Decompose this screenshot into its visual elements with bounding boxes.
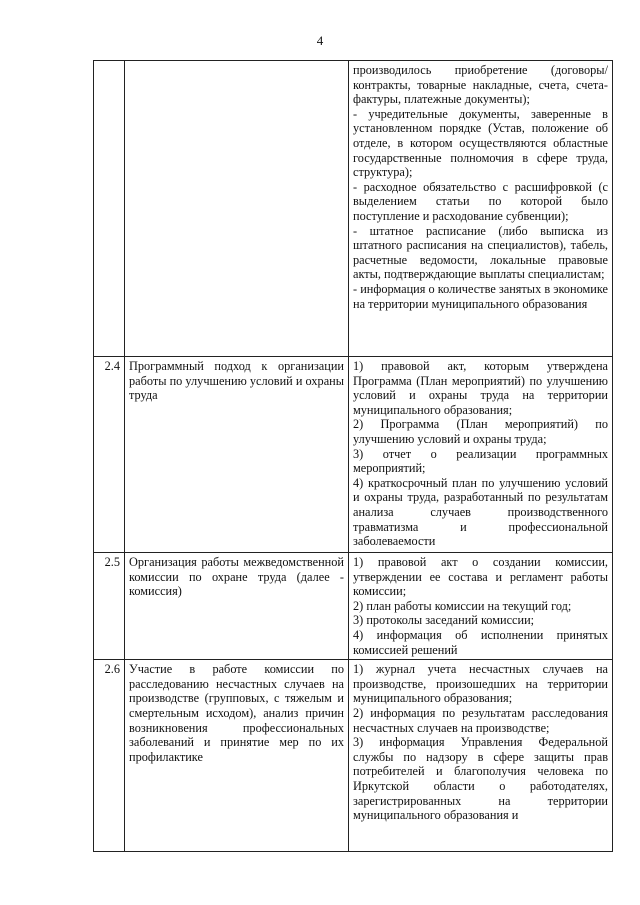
row-documents <box>349 660 613 852</box>
document-item: 3) протоколы заседаний комиссии; <box>353 613 535 628</box>
document-table <box>93 60 613 852</box>
row-documents <box>349 357 613 553</box>
document-item: 2) Программа (План мероприятий) по улучшению условий и охраны труда; <box>353 417 608 446</box>
row-number: 2.6 <box>94 660 125 852</box>
row-number <box>94 61 125 357</box>
document-item: 1) правовой акт, которым утверждена Программа (План мероприятий) по улучшению условий и охраны труда на территории муниципального образования; <box>353 359 608 417</box>
row-documents <box>349 61 613 357</box>
document-item: 1) правовой акт о создании комиссии, утверждении ее состава и регламент работы комиссии; <box>353 555 608 599</box>
document-item: 3) информация Управления Федеральной службы по надзору в сфере защиты прав потребителей и благополучия человека по Иркутской области о работодателях, зарегистрированных на территории муниципального образования и <box>353 735 608 823</box>
document-item: - штатное расписание (либо выписка из штатного расписания на специалистов), табель, расчетные ведомости, локальные правовые акты, подтверждающие выплаты специалистам; <box>353 223 608 282</box>
table-row <box>94 357 613 553</box>
page-number: 4 <box>316 33 324 48</box>
table-row <box>94 553 613 660</box>
document-item: - расходное обязательство с расшифровкой (с выделением статьи по которой было поступление и расходование субвенции); <box>353 179 608 223</box>
row-number: 2.4 <box>94 357 125 553</box>
row-activity-name: Участие в работе комиссии по расследованию несчастных случаев на производстве (групповых, с тяжелым и смертельным исходом), анализ причин возникновения профессиональных заболеваний и принятие мер по их профилактике <box>125 660 349 852</box>
table-row <box>94 61 613 357</box>
row-documents <box>349 553 613 660</box>
row-activity-name: Организация работы межведомственной комиссии по охране труда (далее - комиссия) <box>125 553 349 660</box>
document-item: - информация о количестве занятых в экономике на территории муниципального образования <box>353 281 608 311</box>
document-item: 2) информация по результатам расследования несчастных случаев на производстве; <box>353 705 608 735</box>
row-number: 2.5 <box>94 553 125 660</box>
document-item: производилось приобретение (договоры/контракты, товарные накладные, счета, счета-фактуры, платежные документы); <box>353 63 608 107</box>
document-item: 4) информация об исполнении принятых комиссией решений <box>353 627 608 657</box>
document-item: 2) план работы комиссии на текущий год; <box>353 598 572 613</box>
table-row <box>94 660 613 852</box>
row-activity-name <box>125 61 349 357</box>
document-item: - учредительные документы, заверенные в установленном порядке (Устав, положение об отделе, в котором осуществляются областные государственные полномочия в сфере труда, структура); <box>353 106 608 180</box>
document-item: 3) отчет о реализации программных мероприятий; <box>353 446 608 476</box>
document-item: 1) журнал учета несчастных случаев на производстве, произошедших на территории муниципального образования; <box>353 662 608 706</box>
row-activity-name: Программный подход к организации работы по улучшению условий и охраны труда <box>125 357 349 553</box>
document-item: 4) краткосрочный план по улучшению условий и охраны труда, разработанный по результатам анализа случаев производственного травматизма и профессиональной заболеваемости <box>353 475 608 549</box>
